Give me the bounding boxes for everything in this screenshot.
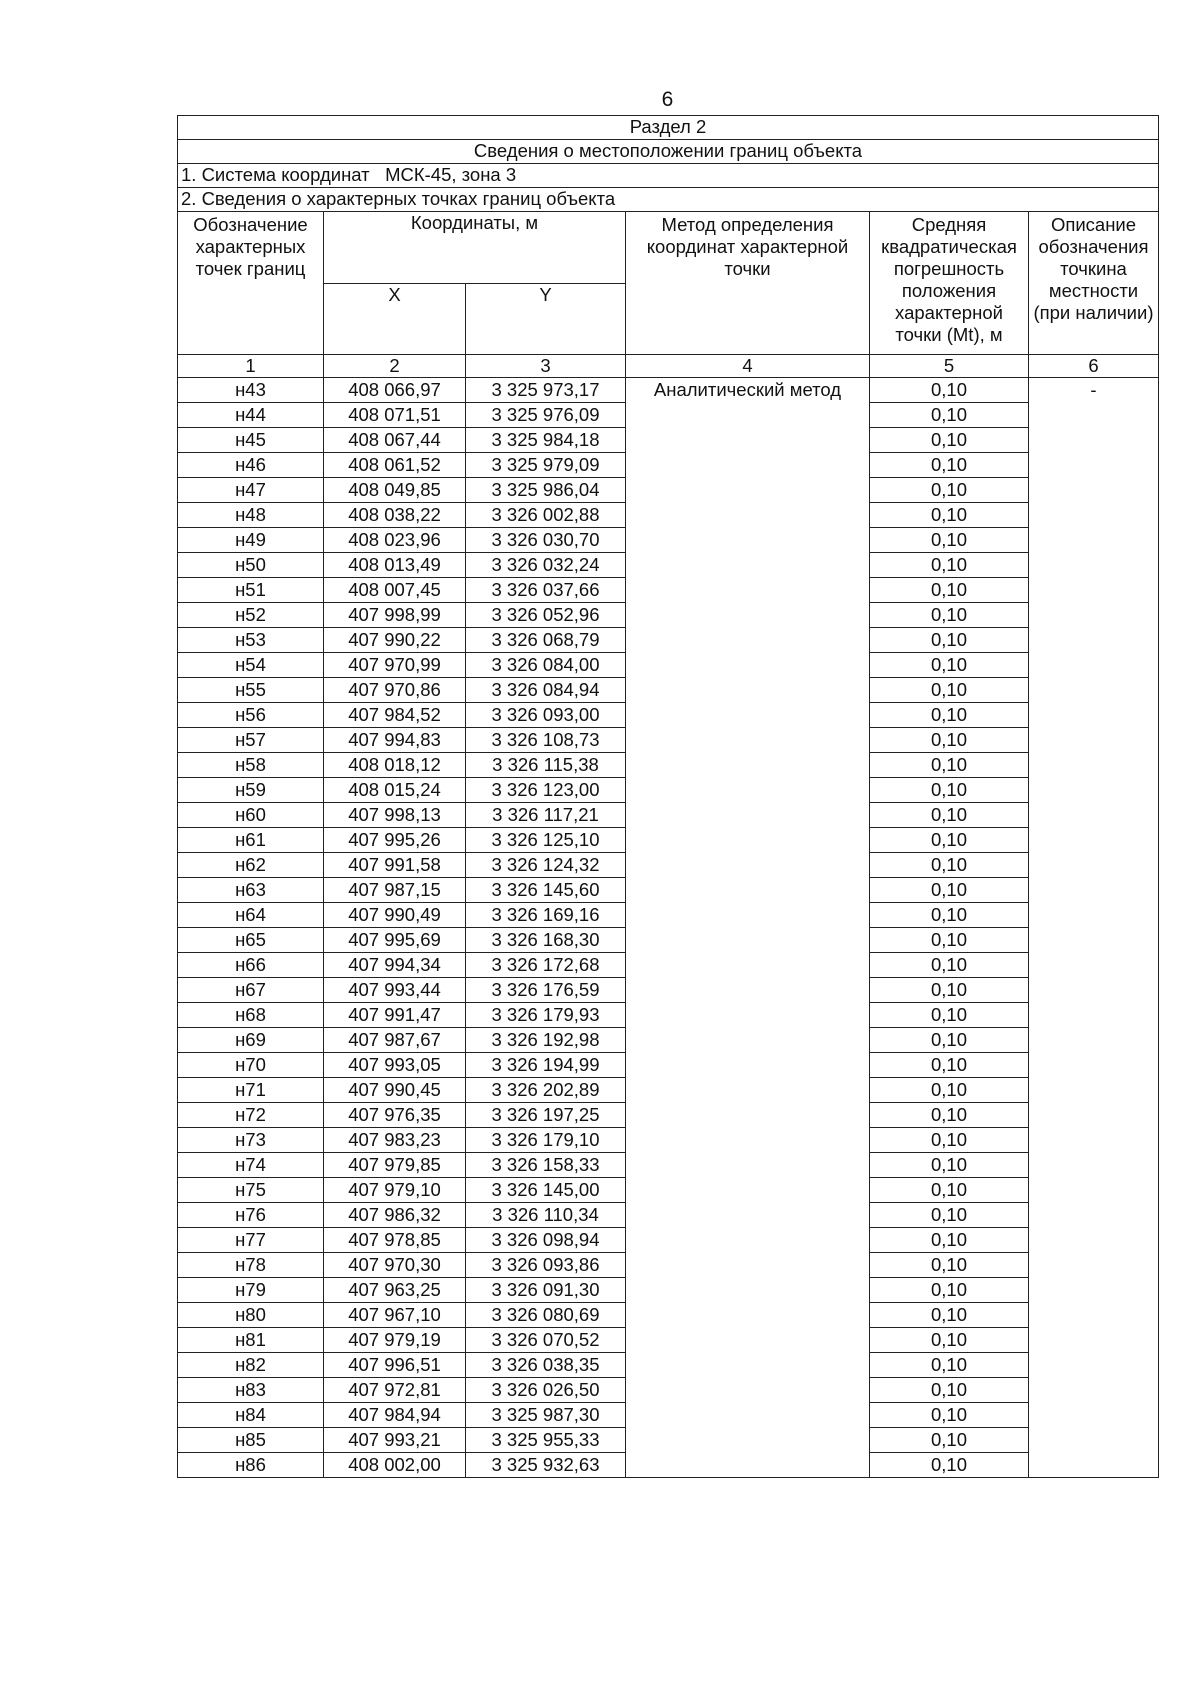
coordinate-y: 3 325 987,30 bbox=[466, 1403, 626, 1428]
point-designation: н74 bbox=[178, 1153, 324, 1178]
accuracy-mt: 0,10 bbox=[870, 1378, 1029, 1403]
point-designation: н53 bbox=[178, 628, 324, 653]
point-designation: н66 bbox=[178, 953, 324, 978]
coordinate-y: 3 326 052,96 bbox=[466, 603, 626, 628]
coordinate-x: 408 013,49 bbox=[324, 553, 466, 578]
coordinate-y: 3 326 110,34 bbox=[466, 1203, 626, 1228]
accuracy-mt: 0,10 bbox=[870, 878, 1029, 903]
point-designation: н46 bbox=[178, 453, 324, 478]
accuracy-mt: 0,10 bbox=[870, 753, 1029, 778]
table-row bbox=[178, 378, 1159, 403]
header-coordinates-label: Координаты, м bbox=[410, 212, 539, 233]
coordinate-y: 3 326 202,89 bbox=[466, 1078, 626, 1103]
column-number: 3 bbox=[466, 355, 626, 378]
point-designation: н44 bbox=[178, 403, 324, 428]
coordinate-y: 3 326 084,00 bbox=[466, 653, 626, 678]
accuracy-mt: 0,10 bbox=[870, 1153, 1029, 1178]
accuracy-mt: 0,10 bbox=[870, 703, 1029, 728]
coordinate-y: 3 326 179,93 bbox=[466, 1003, 626, 1028]
coordinate-x: 407 963,25 bbox=[324, 1278, 466, 1303]
coordinate-y: 3 326 123,00 bbox=[466, 778, 626, 803]
accuracy-mt: 0,10 bbox=[870, 403, 1029, 428]
point-designation: н77 bbox=[178, 1228, 324, 1253]
point-designation: н79 bbox=[178, 1278, 324, 1303]
point-designation: н75 bbox=[178, 1178, 324, 1203]
header-accuracy bbox=[870, 212, 1029, 355]
coordinate-y: 3 326 068,79 bbox=[466, 628, 626, 653]
accuracy-mt: 0,10 bbox=[870, 778, 1029, 803]
accuracy-mt: 0,10 bbox=[870, 1353, 1029, 1378]
column-number: 2 bbox=[324, 355, 466, 378]
coordinate-y: 3 326 030,70 bbox=[466, 528, 626, 553]
coordinate-y: 3 326 115,38 bbox=[466, 753, 626, 778]
page-number: 6 bbox=[661, 88, 674, 111]
point-designation: н67 bbox=[178, 978, 324, 1003]
point-designation: н43 bbox=[178, 378, 324, 403]
coordinate-x: 407 991,58 bbox=[324, 853, 466, 878]
header-y: Y bbox=[466, 283, 626, 355]
accuracy-mt: 0,10 bbox=[870, 928, 1029, 953]
point-designation: н62 bbox=[178, 853, 324, 878]
accuracy-mt: 0,10 bbox=[870, 1128, 1029, 1153]
table-body bbox=[178, 378, 1159, 1478]
accuracy-mt: 0,10 bbox=[870, 628, 1029, 653]
accuracy-mt: 0,10 bbox=[870, 578, 1029, 603]
coordinate-x: 408 015,24 bbox=[324, 778, 466, 803]
description-cell: - bbox=[1029, 378, 1159, 1478]
header-method bbox=[626, 212, 870, 355]
coordinate-x: 407 978,85 bbox=[324, 1228, 466, 1253]
coordinate-y: 3 326 080,69 bbox=[466, 1303, 626, 1328]
accuracy-mt: 0,10 bbox=[870, 953, 1029, 978]
accuracy-mt: 0,10 bbox=[870, 1053, 1029, 1078]
coordinate-x: 407 984,94 bbox=[324, 1403, 466, 1428]
point-designation: н51 bbox=[178, 578, 324, 603]
accuracy-mt: 0,10 bbox=[870, 1428, 1029, 1453]
coordinate-y: 3 325 976,09 bbox=[466, 403, 626, 428]
accuracy-mt: 0,10 bbox=[870, 1253, 1029, 1278]
point-designation: н70 bbox=[178, 1053, 324, 1078]
accuracy-mt: 0,10 bbox=[870, 603, 1029, 628]
coordinate-y: 3 326 108,73 bbox=[466, 728, 626, 753]
method-cell: Аналитический метод bbox=[626, 378, 870, 1478]
accuracy-mt: 0,10 bbox=[870, 1228, 1029, 1253]
accuracy-mt: 0,10 bbox=[870, 1303, 1029, 1328]
accuracy-mt: 0,10 bbox=[870, 1078, 1029, 1103]
coordinate-y: 3 326 093,86 bbox=[466, 1253, 626, 1278]
header-description-label: Описание обозначения точкина местности (при наличии) bbox=[1033, 214, 1154, 323]
coordinate-y: 3 326 197,25 bbox=[466, 1103, 626, 1128]
section-subtitle: Сведения о местоположении границ объекта bbox=[178, 140, 1159, 164]
accuracy-mt: 0,10 bbox=[870, 478, 1029, 503]
coordinate-x: 407 983,23 bbox=[324, 1128, 466, 1153]
coordinate-x: 407 979,10 bbox=[324, 1178, 466, 1203]
point-designation: н81 bbox=[178, 1328, 324, 1353]
header-accuracy-label: Средняя квадратическая погрешность положения характерной точки (Mt), м bbox=[881, 214, 1017, 345]
point-designation: н84 bbox=[178, 1403, 324, 1428]
coordinate-y: 3 326 125,10 bbox=[466, 828, 626, 853]
coordinate-y: 3 326 098,94 bbox=[466, 1228, 626, 1253]
header-method-label: Метод определения координат характерной точки bbox=[646, 214, 849, 279]
coordinate-x: 407 990,49 bbox=[324, 903, 466, 928]
coordinate-y: 3 326 032,24 bbox=[466, 553, 626, 578]
header-designation bbox=[178, 212, 324, 355]
header-x: X bbox=[324, 283, 466, 355]
coordinate-y: 3 326 169,16 bbox=[466, 903, 626, 928]
coordinate-y: 3 326 037,66 bbox=[466, 578, 626, 603]
point-designation: н85 bbox=[178, 1428, 324, 1453]
coordinate-y: 3 326 145,00 bbox=[466, 1178, 626, 1203]
point-designation: н63 bbox=[178, 878, 324, 903]
coordinate-x: 407 976,35 bbox=[324, 1103, 466, 1128]
point-designation: н72 bbox=[178, 1103, 324, 1128]
point-designation: н64 bbox=[178, 903, 324, 928]
point-designation: н65 bbox=[178, 928, 324, 953]
coordinate-x: 408 007,45 bbox=[324, 578, 466, 603]
coordinate-x: 408 038,22 bbox=[324, 503, 466, 528]
accuracy-mt: 0,10 bbox=[870, 803, 1029, 828]
accuracy-mt: 0,10 bbox=[870, 1453, 1029, 1478]
coordinate-x: 408 049,85 bbox=[324, 478, 466, 503]
coordinate-y: 3 325 932,63 bbox=[466, 1453, 626, 1478]
accuracy-mt: 0,10 bbox=[870, 828, 1029, 853]
coordinate-y: 3 326 168,30 bbox=[466, 928, 626, 953]
coordinate-system: 1. Система координат МСК-45, зона 3 bbox=[178, 164, 1159, 188]
coordinate-x: 407 994,83 bbox=[324, 728, 466, 753]
accuracy-mt: 0,10 bbox=[870, 853, 1029, 878]
coordinate-x: 407 979,19 bbox=[324, 1328, 466, 1353]
point-designation: н61 bbox=[178, 828, 324, 853]
coordinate-x: 407 987,15 bbox=[324, 878, 466, 903]
coordinate-x: 407 970,30 bbox=[324, 1253, 466, 1278]
point-designation: н48 bbox=[178, 503, 324, 528]
column-number: 6 bbox=[1029, 355, 1159, 378]
coordinate-y: 3 325 979,09 bbox=[466, 453, 626, 478]
coordinate-y: 3 326 091,30 bbox=[466, 1278, 626, 1303]
point-designation: н83 bbox=[178, 1378, 324, 1403]
coordinate-y: 3 326 070,52 bbox=[466, 1328, 626, 1353]
coordinate-y: 3 326 084,94 bbox=[466, 678, 626, 703]
point-designation: н78 bbox=[178, 1253, 324, 1278]
coordinate-x: 407 986,32 bbox=[324, 1203, 466, 1228]
accuracy-mt: 0,10 bbox=[870, 1178, 1029, 1203]
point-designation: н45 bbox=[178, 428, 324, 453]
accuracy-mt: 0,10 bbox=[870, 1328, 1029, 1353]
accuracy-mt: 0,10 bbox=[870, 1403, 1029, 1428]
column-number: 1 bbox=[178, 355, 324, 378]
coordinate-y: 3 326 038,35 bbox=[466, 1353, 626, 1378]
coordinate-x: 407 990,45 bbox=[324, 1078, 466, 1103]
accuracy-mt: 0,10 bbox=[870, 1003, 1029, 1028]
accuracy-mt: 0,10 bbox=[870, 553, 1029, 578]
point-designation: н57 bbox=[178, 728, 324, 753]
coordinate-x: 407 995,26 bbox=[324, 828, 466, 853]
coordinate-x: 407 972,81 bbox=[324, 1378, 466, 1403]
coordinate-y: 3 325 955,33 bbox=[466, 1428, 626, 1453]
coordinate-x: 407 970,86 bbox=[324, 678, 466, 703]
accuracy-mt: 0,10 bbox=[870, 1028, 1029, 1053]
coordinate-y: 3 326 117,21 bbox=[466, 803, 626, 828]
coordinate-x: 407 979,85 bbox=[324, 1153, 466, 1178]
column-number: 5 bbox=[870, 355, 1029, 378]
accuracy-mt: 0,10 bbox=[870, 1203, 1029, 1228]
point-designation: н49 bbox=[178, 528, 324, 553]
coordinate-y: 3 325 986,04 bbox=[466, 478, 626, 503]
accuracy-mt: 0,10 bbox=[870, 1103, 1029, 1128]
coordinate-y: 3 326 172,68 bbox=[466, 953, 626, 978]
coordinate-y: 3 326 026,50 bbox=[466, 1378, 626, 1403]
point-designation: н69 bbox=[178, 1028, 324, 1053]
section-title: Раздел 2 bbox=[178, 116, 1159, 140]
point-designation: н47 bbox=[178, 478, 324, 503]
coordinate-x: 408 061,52 bbox=[324, 453, 466, 478]
coordinate-y: 3 326 124,32 bbox=[466, 853, 626, 878]
point-designation: н54 bbox=[178, 653, 324, 678]
coordinate-x: 407 984,52 bbox=[324, 703, 466, 728]
point-designation: н56 bbox=[178, 703, 324, 728]
point-designation: н60 bbox=[178, 803, 324, 828]
accuracy-mt: 0,10 bbox=[870, 678, 1029, 703]
point-designation: н86 bbox=[178, 1453, 324, 1478]
point-designation: н73 bbox=[178, 1128, 324, 1153]
coordinate-x: 408 071,51 bbox=[324, 403, 466, 428]
coordinate-x: 407 990,22 bbox=[324, 628, 466, 653]
coordinate-y: 3 326 179,10 bbox=[466, 1128, 626, 1153]
coordinate-x: 407 991,47 bbox=[324, 1003, 466, 1028]
header-description bbox=[1029, 212, 1159, 355]
coordinate-y: 3 326 158,33 bbox=[466, 1153, 626, 1178]
column-number: 4 bbox=[626, 355, 870, 378]
coordinate-x: 407 994,34 bbox=[324, 953, 466, 978]
coordinate-y: 3 326 145,60 bbox=[466, 878, 626, 903]
accuracy-mt: 0,10 bbox=[870, 428, 1029, 453]
accuracy-mt: 0,10 bbox=[870, 653, 1029, 678]
point-designation: н58 bbox=[178, 753, 324, 778]
coordinate-x: 407 993,44 bbox=[324, 978, 466, 1003]
coordinate-y: 3 326 192,98 bbox=[466, 1028, 626, 1053]
accuracy-mt: 0,10 bbox=[870, 503, 1029, 528]
coordinate-x: 408 023,96 bbox=[324, 528, 466, 553]
coordinate-x: 407 967,10 bbox=[324, 1303, 466, 1328]
point-designation: н80 bbox=[178, 1303, 324, 1328]
accuracy-mt: 0,10 bbox=[870, 728, 1029, 753]
point-designation: н59 bbox=[178, 778, 324, 803]
points-heading: 2. Сведения о характерных точках границ объекта bbox=[178, 188, 1159, 212]
coordinate-x: 408 002,00 bbox=[324, 1453, 466, 1478]
coordinate-x: 407 987,67 bbox=[324, 1028, 466, 1053]
accuracy-mt: 0,10 bbox=[870, 903, 1029, 928]
coordinate-y: 3 326 176,59 bbox=[466, 978, 626, 1003]
point-designation: н82 bbox=[178, 1353, 324, 1378]
accuracy-mt: 0,10 bbox=[870, 978, 1029, 1003]
header-coordinates bbox=[324, 212, 626, 284]
coordinate-y: 3 325 984,18 bbox=[466, 428, 626, 453]
point-designation: н71 bbox=[178, 1078, 324, 1103]
coordinate-y: 3 326 093,00 bbox=[466, 703, 626, 728]
coordinate-x: 408 066,97 bbox=[324, 378, 466, 403]
coordinate-y: 3 325 973,17 bbox=[466, 378, 626, 403]
accuracy-mt: 0,10 bbox=[870, 1278, 1029, 1303]
point-designation: н68 bbox=[178, 1003, 324, 1028]
coordinate-x: 407 993,21 bbox=[324, 1428, 466, 1453]
coordinate-x: 407 995,69 bbox=[324, 928, 466, 953]
coordinate-x: 408 067,44 bbox=[324, 428, 466, 453]
boundary-points-table bbox=[177, 115, 1159, 1478]
point-designation: н52 bbox=[178, 603, 324, 628]
accuracy-mt: 0,10 bbox=[870, 378, 1029, 403]
accuracy-mt: 0,10 bbox=[870, 528, 1029, 553]
coordinate-x: 407 970,99 bbox=[324, 653, 466, 678]
point-designation: н50 bbox=[178, 553, 324, 578]
coordinate-x: 407 996,51 bbox=[324, 1353, 466, 1378]
coordinate-x: 407 993,05 bbox=[324, 1053, 466, 1078]
point-designation: н55 bbox=[178, 678, 324, 703]
header-designation-label: Обозначение характерных точек границ bbox=[193, 214, 308, 279]
coordinate-x: 407 998,13 bbox=[324, 803, 466, 828]
coordinate-x: 407 998,99 bbox=[324, 603, 466, 628]
point-designation: н76 bbox=[178, 1203, 324, 1228]
coordinate-y: 3 326 002,88 bbox=[466, 503, 626, 528]
accuracy-mt: 0,10 bbox=[870, 453, 1029, 478]
coordinate-x: 408 018,12 bbox=[324, 753, 466, 778]
coordinate-y: 3 326 194,99 bbox=[466, 1053, 626, 1078]
